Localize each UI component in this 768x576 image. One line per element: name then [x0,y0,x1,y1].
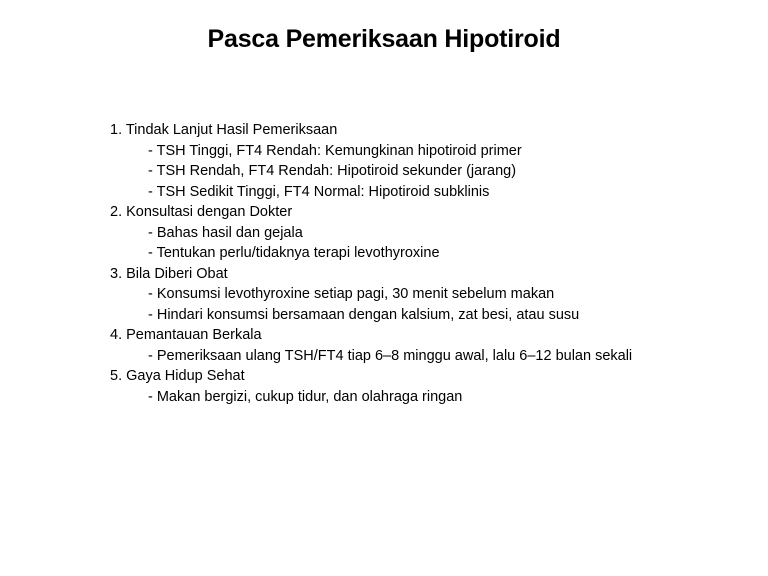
list-item: - Pemeriksaan ulang TSH/FT4 tiap 6–8 minggu awal, lalu 6–12 bulan sekali [148,347,633,364]
section-medication [110,264,750,326]
section-heading: 5. Gaya Hidup Sehat [110,368,245,384]
section-heading: 2. Konsultasi dengan Dokter [110,204,293,220]
list-item: - Tentukan perlu/tidaknya terapi levothyroxine [148,245,440,261]
section-follow-up [110,120,750,202]
section-heading: 4. Pemantauan Berkala [110,327,262,343]
list-item: - Makan bergizi, cukup tidur, dan olahraga ringan [148,388,463,405]
section-lifestyle [110,366,750,407]
section-consultation [110,202,750,264]
slide-title: Pasca Pemeriksaan Hipotiroid [207,25,561,53]
list-item: - TSH Tinggi, FT4 Rendah: Kemungkinan hipotiroid primer [148,142,522,159]
list-item: - Hindari konsumsi bersamaan dengan kalsium, zat besi, atau susu [148,306,580,323]
section-monitoring [110,325,750,366]
list-item: - Bahas hasil dan gejala [148,224,303,241]
section-heading: 1. Tindak Lanjut Hasil Pemeriksaan [110,122,338,138]
list-item: - Konsumsi levothyroxine setiap pagi, 30 menit sebelum makan [148,286,555,302]
list-item: - TSH Sedikit Tinggi, FT4 Normal: Hipotiroid subklinis [148,183,490,200]
slide-content [110,120,750,407]
list-item: - TSH Rendah, FT4 Rendah: Hipotiroid sekunder (jarang) [148,163,517,179]
section-heading: 3. Bila Diberi Obat [110,265,228,282]
